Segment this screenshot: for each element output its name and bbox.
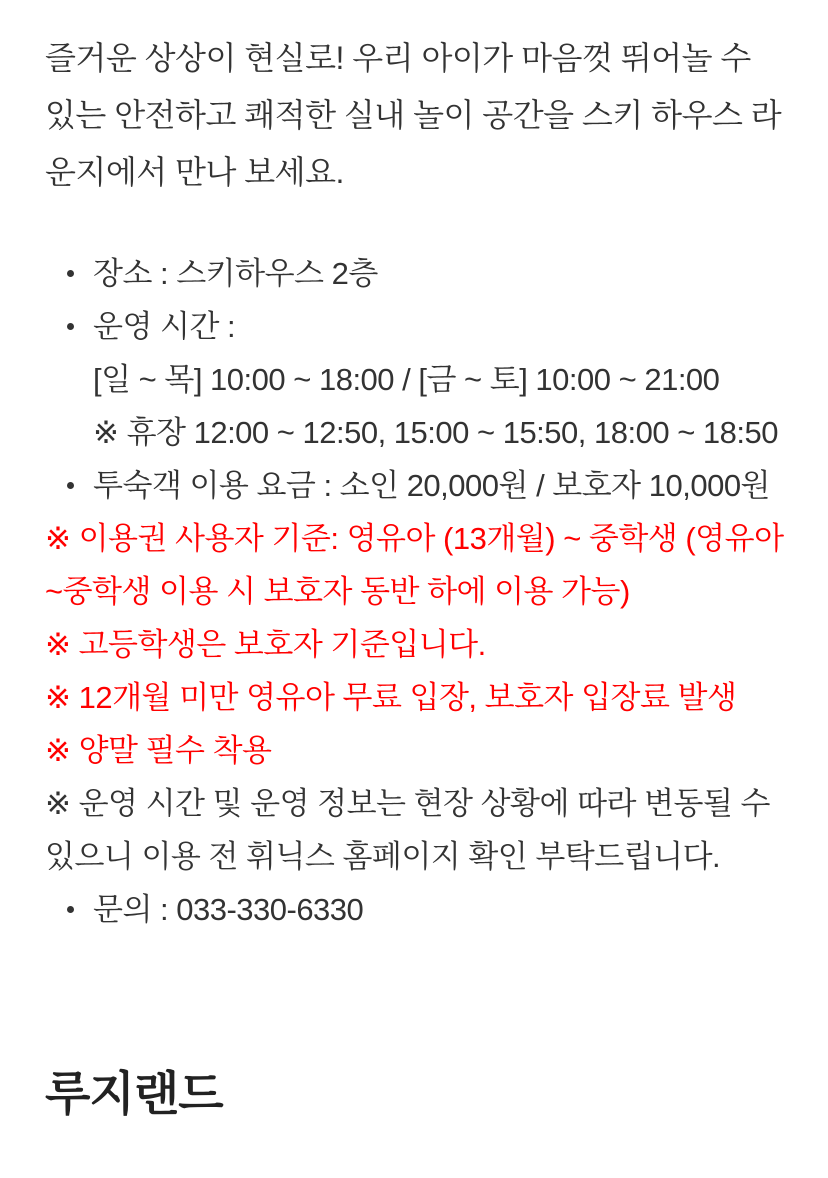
contact-label: 문의 : 033-330-6330 [93,892,364,927]
alert-note-socks: ※ 양말 필수 착용 [45,733,272,768]
list-item-location [45,247,786,300]
bullet-icon [67,906,74,913]
list-item-contact [45,883,786,936]
hours-detail-break [45,406,786,459]
alert-note-infant-free: ※ 12개월 미만 영유아 무료 입장, 보호자 입장료 발생 [45,680,737,715]
hours-label: 운영 시간 : [93,309,236,344]
bullet-icon [67,270,74,277]
location-label: 장소 : 스키하우스 2층 [93,256,378,291]
hours-detail-weekday [45,353,786,406]
bullet-icon [67,482,74,489]
hours-detail-break-text: ※ 휴장 12:00 ~ 12:50, 15:00 ~ 15:50, 18:00 ~ 18:50 [93,415,778,450]
facility-info-list [45,247,786,512]
alert-note-highschool: ※ 고등학생은 보호자 기준입니다. [45,627,486,662]
list-item-fee [45,459,786,512]
notes-block [45,512,786,883]
general-note-schedule-change: ※ 운영 시간 및 운영 정보는 현장 상황에 따라 변동될 수 있으니 이용 전 휘닉스 홈페이지 확인 부탁드립니다. [45,786,770,874]
next-section-title: 루지랜드 [45,1067,223,1120]
list-item-hours [45,300,786,353]
intro-paragraph: 즐거운 상상이 현실로! 우리 아이가 마음껏 뛰어놀 수 있는 안전하고 쾌적한 실내 놀이 공간을 스키 하우스 라운지에서 만나 보세요. [45,40,782,190]
hours-detail-weekday-text: [일 ~ 목] 10:00 ~ 18:00 / [금 ~ 토] 10:00 ~ 21:00 [93,362,720,397]
alert-note-age-limit: ※ 이용권 사용자 기준: 영유아 (13개월) ~ 중학생 (영유아~중학생 이용 시 보호자 동반 하에 이용 가능) [45,521,784,609]
bullet-icon [67,323,74,330]
fee-label: 투숙객 이용 요금 : 소인 20,000원 / 보호자 10,000원 [93,468,771,503]
